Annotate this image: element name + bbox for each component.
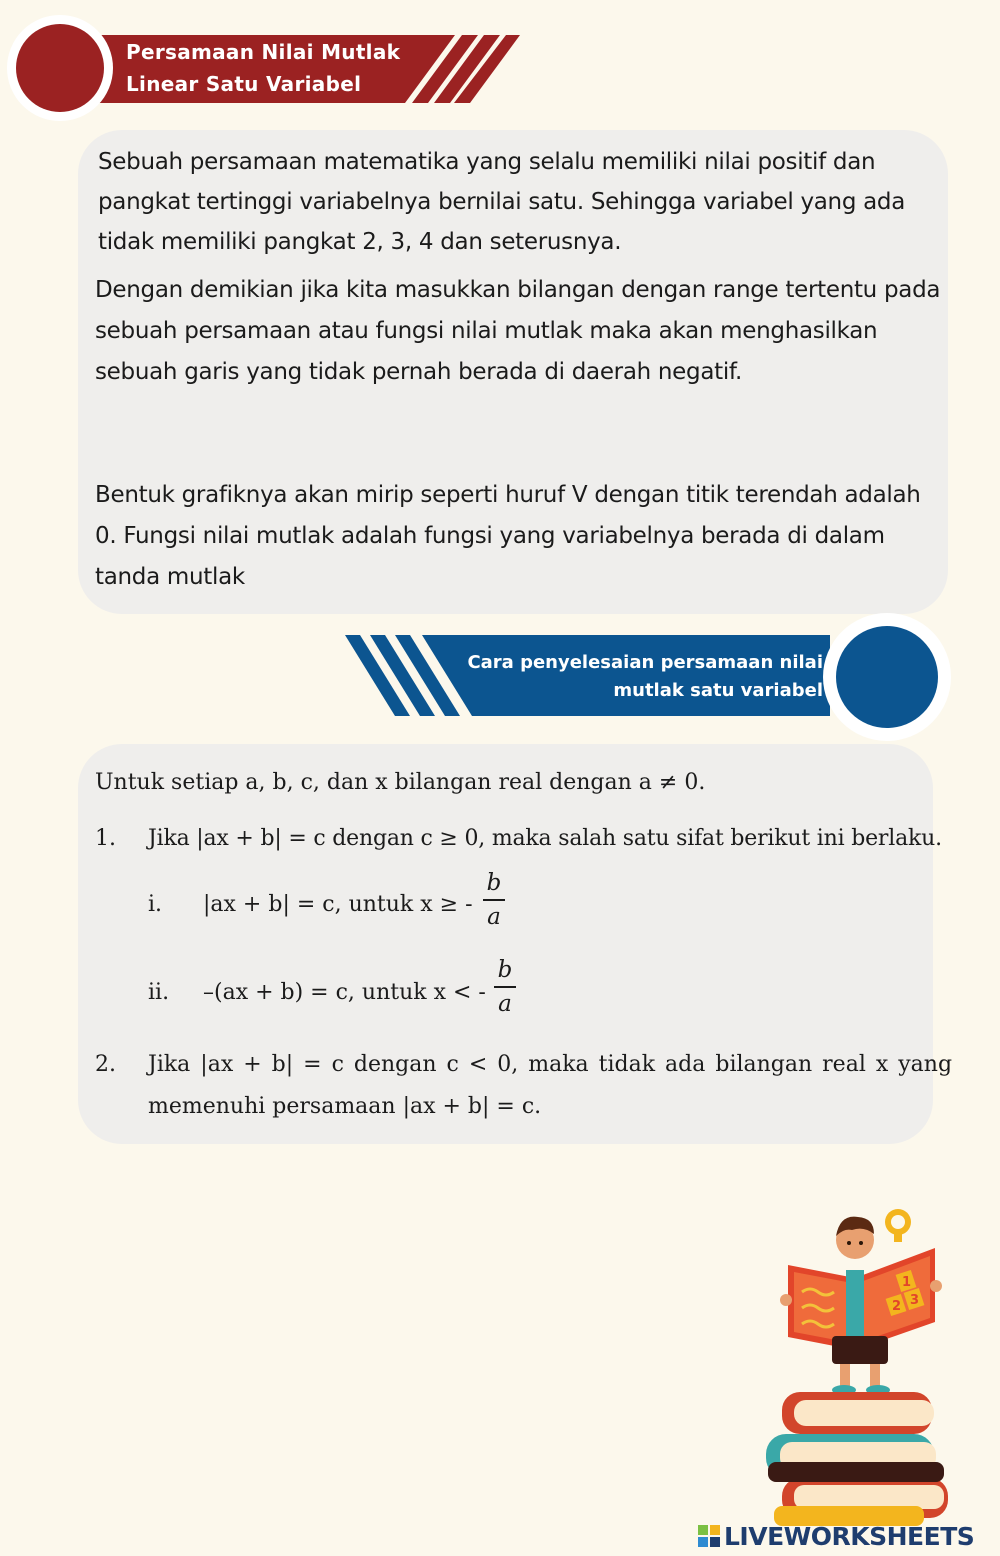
section-title-line-2: mutlak satu variabel [613, 680, 823, 701]
intro-paragraph-3: Bentuk grafiknya akan mirip seperti huruf V dengan titik terendah adalah 0. Fungsi nilai mutlak adalah fungsi yang variabelnya berada di dalam tanda mutlak [95, 482, 921, 590]
sub-item-i-number: i. [148, 892, 163, 917]
logo-text: LIVEWORKSHEETS [724, 1521, 975, 1551]
liveworksheets-logo[interactable] [698, 1521, 974, 1551]
page-title [126, 36, 400, 100]
rules-card [78, 744, 953, 1144]
fraction-bar [483, 899, 505, 901]
sub-item-ii-number: ii. [148, 980, 170, 1005]
book-number-2: 2 [892, 1299, 902, 1314]
fraction-b-over-a-1 [483, 870, 505, 930]
child-reading-illustration [760, 1200, 960, 1530]
intro-card [78, 130, 948, 614]
intro-paragraph-1: Sebuah persamaan matematika yang selalu memiliki nilai positif dan pangkat tertinggi variabelnya bernilai satu. Sehingga variabel yang ada tidak memiliki pangkat 2, 3, 4 dan seterusnya. [98, 149, 906, 255]
rules-intro: Untuk setiap a, b, c, dan x bilangan real dengan a ≠ 0. [95, 770, 706, 795]
sub-item-ii-text: –(ax + b) = c, untuk x < - [203, 980, 486, 1005]
fraction-numerator: b [486, 870, 502, 896]
item-1-number: 1. [95, 826, 116, 851]
sub-item-i-text: |ax + b| = c, untuk x ≥ - [203, 892, 473, 917]
section-title-line-1: Cara penyelesaian persamaan nilai [467, 652, 823, 673]
title-line-2: Linear Satu Variabel [126, 72, 362, 96]
item-1-text: Jika |ax + b| = c dengan c ≥ 0, maka salah satu sifat berikut ini berlaku. [148, 826, 942, 851]
fraction-b-over-a-2 [494, 957, 516, 1017]
section-header-1 [0, 0, 540, 130]
fraction-bar [494, 986, 516, 988]
logo-grid-icon [698, 1525, 720, 1547]
section-title [467, 649, 823, 705]
section-header-2 [340, 605, 960, 745]
book-number-1: 1 [902, 1275, 912, 1290]
book-number-3: 3 [910, 1293, 920, 1308]
fraction-denominator: a [487, 904, 501, 930]
intro-paragraph-2: Dengan demikian jika kita masukkan bilangan dengan range tertentu pada sebuah persamaan atau fungsi nilai mutlak maka akan menghasilkan sebuah garis yang tidak pernah berada di daerah negatif. [95, 277, 941, 385]
fraction-denominator: a [498, 991, 512, 1017]
title-line-1: Persamaan Nilai Mutlak [126, 40, 401, 64]
fraction-numerator: b [497, 957, 513, 983]
item-2-line-1: Jika |ax + b| = c dengan c < 0, maka tidak ada bilangan real x yang [148, 1052, 953, 1077]
lightbulb-icon [885, 1209, 911, 1242]
item-2-number: 2. [95, 1052, 116, 1077]
item-2-line-2: memenuhi persamaan |ax + b| = c. [148, 1094, 542, 1119]
